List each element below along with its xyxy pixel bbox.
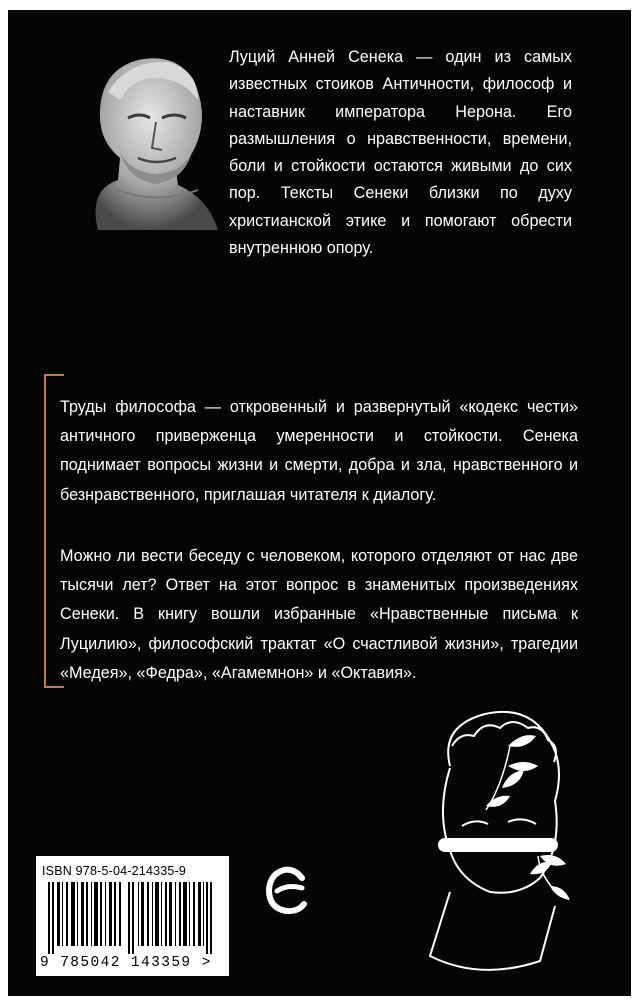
intro-paragraph: Луций Анней Сенека — один из самых известных стоиков Античности, философ и наставник императора Нерона. Его размышления о нравственности, времени, боли и стойкости остаются живыми до сих пор. Тексты Сенеки близки по духу христианской этике и помогают обрести внутреннюю опору. (229, 48, 572, 258)
laurel-statue-illustration (390, 706, 605, 986)
isbn-label: ISBN 978-5-04-214335-9 (42, 864, 187, 878)
back-cover (8, 10, 631, 996)
description-paragraph-2: Можно ли вести беседу с человеком, которого отделяют от нас две тысячи лет? Ответ на этот вопрос в знаменитых произведениях Сенеки. В книгу вошли избранные «Нравственные письма к Луцилию», философский трактат «О счастливой жизни», трагедии «Медея», «Федра», «Агамемнон» и «Октавия». (60, 547, 578, 682)
publisher-logo-icon (264, 864, 310, 916)
barcode-block (36, 856, 229, 976)
ean-digits: 9 785042 143359 > (40, 955, 212, 971)
description-paragraph-1: Труды философа — откровенный и развернутый «кодекс чести» античного приверженца умеренности и стойкости. Сенека поднимает вопросы жизни и смерти, добра и зла, нравственного и безнравственного, приглашая читателя к диалогу. (60, 398, 578, 504)
seneca-bust-illustration (58, 40, 238, 240)
barcode-image (42, 882, 222, 954)
